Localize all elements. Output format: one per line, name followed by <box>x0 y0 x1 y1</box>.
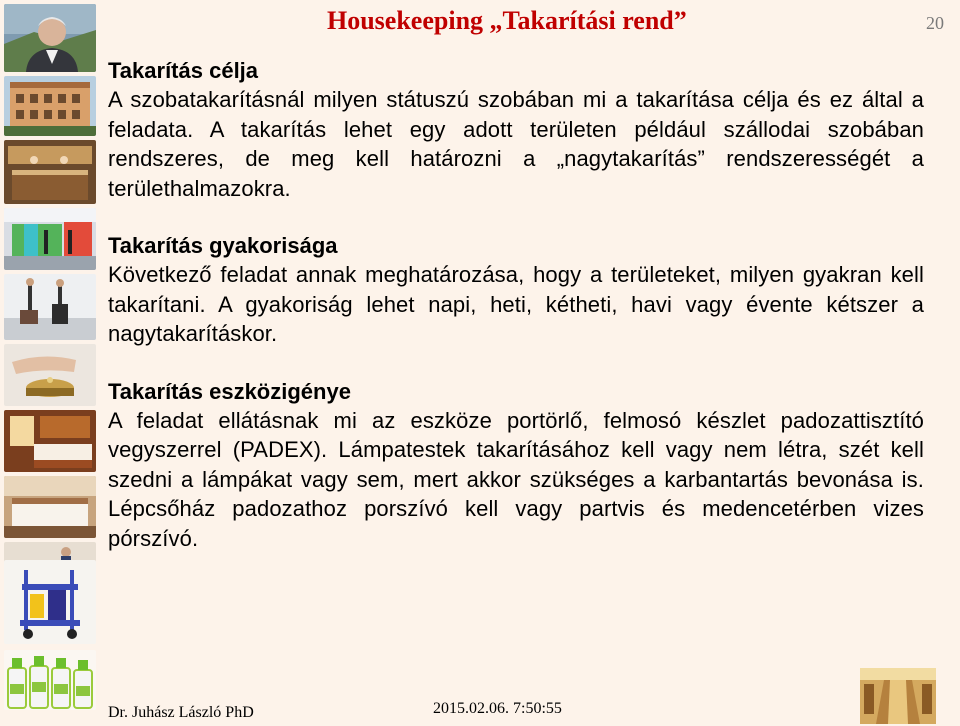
luggage-cart-photo <box>4 274 96 340</box>
page-number: 20 <box>926 13 944 33</box>
section-frequency <box>108 231 924 349</box>
portrait-photo <box>4 4 96 72</box>
hotel-lobby-photo <box>4 208 96 270</box>
reception-desk-photo <box>4 140 96 204</box>
hotel-building-photo <box>4 76 96 136</box>
hotel-room-photo <box>4 410 96 472</box>
cleaning-bottles-photo <box>4 650 96 710</box>
section-body: Következő feladat annak meghatározása, hogy a területeket, milyen gyakran kell takarítani. A gyakoriság lehet napi, heti, kétheti, havi vagy évente kétszer a nagytakarításkor. <box>108 262 924 346</box>
footer-author: Dr. Juhász László PhD <box>108 704 254 721</box>
section-body: A feladat ellátásnak mi az eszköze portörlő, felmosó készlet padozattisztító vegyszerrel (PADEX). Lámpatestek takarításához kell vagy nem létra, szét kell szedni a lámpákat vagy sem, mert akkor szükséges a karbantartás bevonása is. Lépcsőház padozathoz porszívó kell vagy partvis és medencetérben vizes pórszívó. <box>108 407 924 551</box>
section-body: A szobatakarításnál milyen státuszú szobában mi a takarítása célja és ez által a feladata. A takarítás lehet egy adott területen például szállodai szobában rendszeres, de meg kell határozni a „nagytakarítás” rendszerességét a területhalmazokra. <box>108 87 924 201</box>
hand-on-bell-photo <box>4 344 96 406</box>
section-equipment <box>108 377 924 554</box>
footer-datetime: 2015.02.06. 7:50:55 <box>433 700 562 717</box>
slide-content <box>108 56 924 581</box>
hallway-photo <box>860 668 936 724</box>
cleaning-cart-photo <box>4 560 96 644</box>
section-heading: Takarítás célja <box>108 58 259 83</box>
sidebar-photo-strip <box>0 0 100 726</box>
section-purpose <box>108 56 924 203</box>
slide-title: Housekeeping „Takarítási rend” <box>327 6 687 35</box>
bedroom-photo <box>4 476 96 538</box>
section-heading: Takarítás eszközigénye <box>108 378 351 404</box>
section-heading: Takarítás gyakorisága <box>108 233 338 258</box>
